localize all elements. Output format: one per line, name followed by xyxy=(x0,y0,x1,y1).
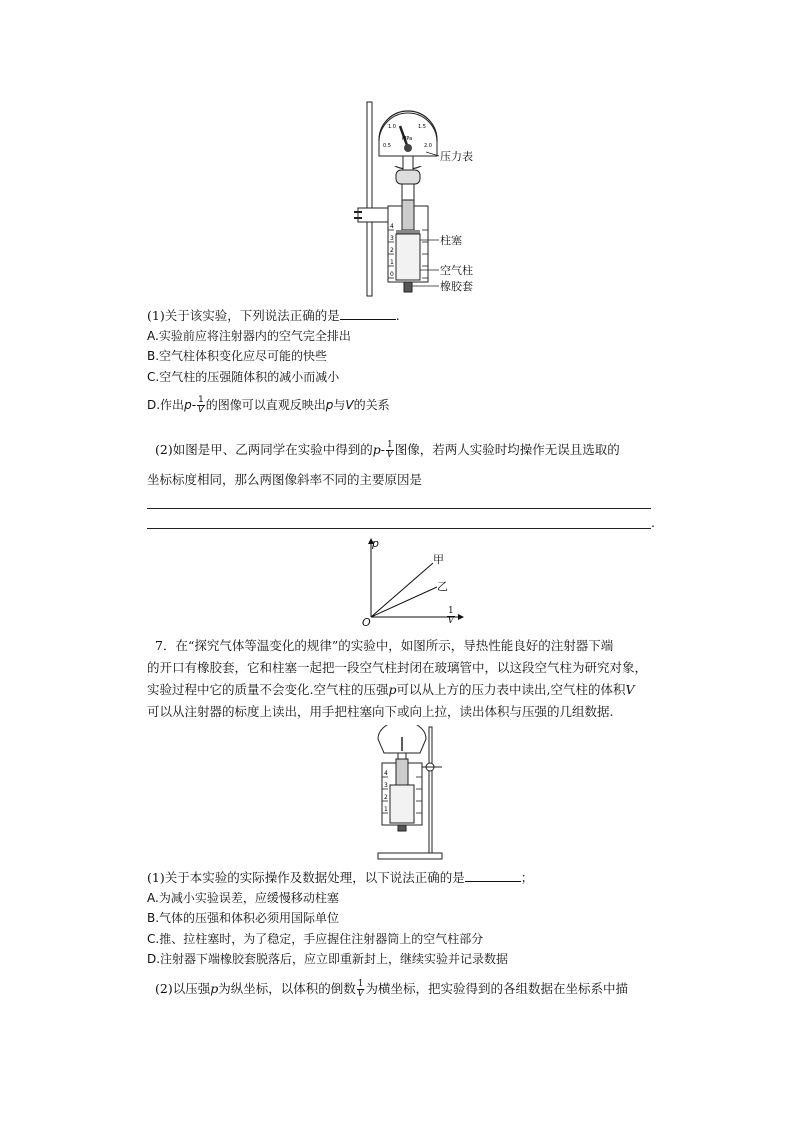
scale-tick-4: 4 xyxy=(390,223,394,230)
q6-2-line1: (2)如图是甲、乙两同学在实验中得到的p- $\frac{1}{V}$ 图像，若两人实验时均操作无误且选取的 xyxy=(155,440,620,460)
q6-1-stem: (1)关于该实验，下列说法正确的是 . xyxy=(147,308,400,323)
q6-1-option-b: B.空气柱体积变化应尽可能的快些 xyxy=(147,349,328,363)
label-plunger: 柱塞 xyxy=(440,234,462,247)
q7-1-stem: (1)关于本实验的实际操作及数据处理，以下说法正确的是 ； xyxy=(147,870,534,885)
q7-1-option-b: B.气体的压强和体积必须用国际单位 xyxy=(147,911,340,925)
scale-tick-1: 1 xyxy=(390,259,394,266)
gauge-tick-1: 1.0 xyxy=(388,124,396,130)
scale-tick-2: 2 xyxy=(390,247,394,254)
q7-1-option-a: A.为减小实验误差，应缓慢移动柱塞 xyxy=(147,891,339,905)
fraction-1-over-v: $\frac{1}{V}$ xyxy=(197,395,204,415)
answer-line-1 xyxy=(147,508,651,509)
q7-1-option-d: D.注射器下端橡胶套脱落后，应立即重新封上，继续实验并记录数据 xyxy=(147,952,509,966)
q6-1-option-a: A.实验前应将注射器内的空气完全排出 xyxy=(147,329,351,343)
q7-1-option-c: C.推、拉柱塞时，为了稳定，手应握住注射器筒上的空气柱部分 xyxy=(147,932,484,946)
graph-label-jia: 甲 xyxy=(433,553,444,566)
answer-line-2 xyxy=(147,528,651,529)
graph-x-label: $\frac{1}{V}$ xyxy=(447,606,455,626)
line-yi xyxy=(371,587,437,617)
fig2-tick-4: 4 xyxy=(384,770,388,777)
q7-line2: 的开口有橡胶套，它和柱塞一起把一段空气柱封闭在玻璃管中，以这段空气柱为研究对象， xyxy=(147,660,648,675)
label-air-column: 空气柱 xyxy=(440,264,473,277)
q6-2-line2: 坐标标度相同，那么两图像斜率不同的主要原因是 xyxy=(147,472,423,487)
q7-line1: 7．在“探究气体等温变化的规律”的实验中，如图所示，导热性能良好的注射器下端 xyxy=(155,638,614,653)
line-jia xyxy=(371,563,433,617)
scale-tick-0: 0 xyxy=(390,271,394,278)
graph-label-yi: 乙 xyxy=(437,580,448,593)
q6-1-option-c: C.空气柱的压强随体积的减小而减小 xyxy=(147,370,340,384)
label-gauge: 压力表 xyxy=(440,150,473,163)
q7-line3: 实验过程中它的质量不会变化.空气柱的压强p可以从上方的压力表中读出,空气柱的体积V xyxy=(147,682,635,697)
label-rubber-cap: 橡胶套 xyxy=(440,280,473,293)
scale-tick-3: 3 xyxy=(390,235,394,242)
fraction-1-over-v: $\frac{1}{V}$ xyxy=(357,979,364,999)
q7-2-line1: (2)以压强p为纵坐标，以体积的倒数 $\frac{1}{V}$ 为横坐标，把实验得到的各组数据在坐标系中描 xyxy=(155,979,628,999)
fig2-tick-3: 3 xyxy=(384,782,388,789)
gauge-tick-2: 1.5 xyxy=(418,124,426,130)
answer-blank xyxy=(465,869,521,882)
gauge-tick-0: 0.5 xyxy=(383,143,391,149)
gauge-unit: MPa xyxy=(402,136,413,142)
graph-y-label: p xyxy=(372,537,379,550)
figure-syringe-gauge xyxy=(350,100,500,298)
q6-1-option-d: D.作出p- $\frac{1}{V}$ 的图像可以直观反映出p与V的关系 xyxy=(147,395,390,415)
answer-blank xyxy=(340,307,396,320)
q7-line4: 可以从注射器的标度上读出，用手把柱塞向下或向上拉，读出体积与压强的几组数据. xyxy=(147,704,614,719)
gauge-tick-3: 2.0 xyxy=(424,143,432,149)
graph-origin: O xyxy=(362,616,371,629)
figure-syringe-stand xyxy=(370,725,470,865)
fig2-tick-2: 2 xyxy=(384,794,388,801)
fig2-tick-1: 1 xyxy=(384,806,388,813)
fraction-1-over-v: $\frac{1}{V}$ xyxy=(386,440,394,460)
q6-2-end: . xyxy=(651,515,655,530)
